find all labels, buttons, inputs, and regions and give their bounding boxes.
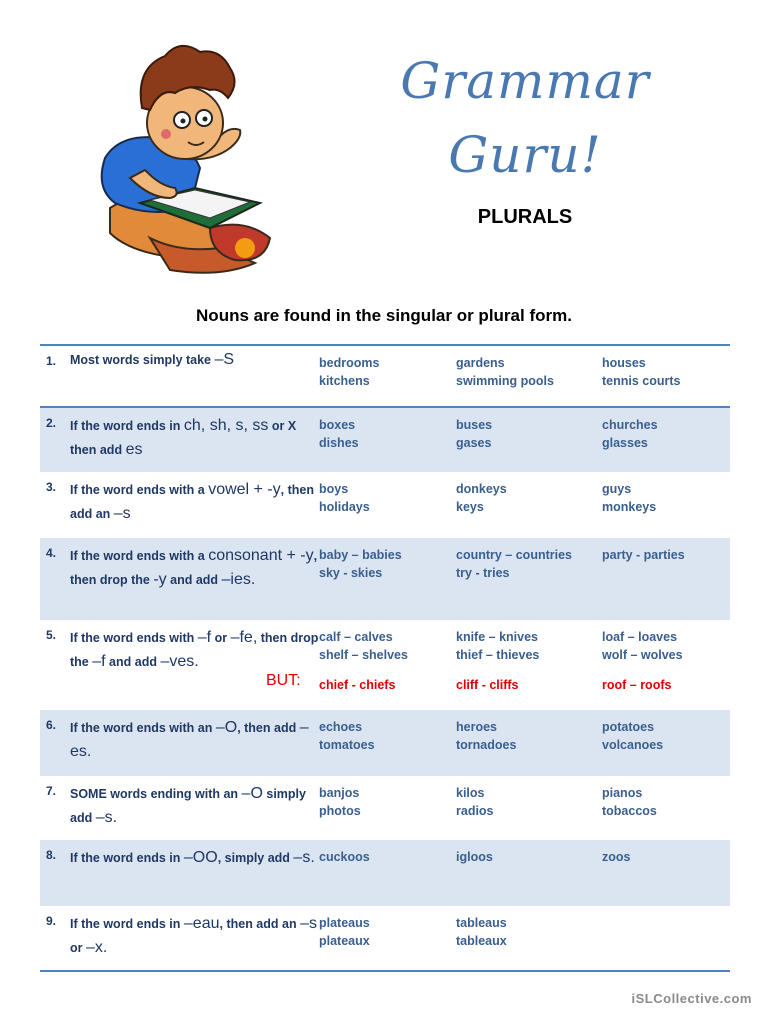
example-col-2: tableaus tableaux bbox=[456, 916, 507, 948]
row-number: 5. bbox=[46, 628, 57, 642]
rule-text: If the word ends with –f or –fe, then drop the –f and add –ves. bbox=[70, 629, 319, 670]
table-row bbox=[40, 472, 730, 538]
table-row bbox=[40, 620, 730, 710]
boy-reading-illustration bbox=[70, 38, 292, 276]
example-col-1: banjos photos bbox=[319, 786, 361, 818]
example-col-1: baby – babies sky - skies bbox=[319, 548, 402, 580]
subtitle: PLURALS bbox=[477, 206, 573, 228]
title-line-2: Guru! bbox=[448, 126, 602, 184]
intro-sentence: Nouns are found in the singular or plural form. bbox=[196, 306, 572, 325]
example-col-1: boys holidays bbox=[319, 482, 370, 514]
row-number: 6. bbox=[46, 718, 57, 732]
rule-text: If the word ends in –OO, simply add –s. bbox=[70, 849, 315, 866]
row-number: 4. bbox=[46, 546, 57, 560]
example-col-2: heroes tornadoes bbox=[456, 720, 517, 752]
example-col-3: zoos bbox=[602, 850, 631, 864]
example-col-3: houses tennis courts bbox=[602, 356, 681, 388]
plurals-table bbox=[40, 344, 730, 972]
table-row bbox=[40, 408, 730, 472]
rule-text: Most words simply take –S bbox=[70, 351, 235, 368]
table-row bbox=[40, 538, 730, 620]
row-number: 1. bbox=[46, 354, 57, 368]
row-number: 7. bbox=[46, 784, 57, 798]
rule-text: If the word ends in ch, sh, s, ss or X then add es bbox=[70, 417, 297, 458]
exception-3: roof – roofs bbox=[602, 678, 672, 692]
example-col-1: calf – calves shelf – shelves bbox=[319, 630, 408, 662]
example-col-1: cuckoos bbox=[319, 850, 370, 864]
example-col-2: gardens swimming pools bbox=[456, 356, 554, 388]
rule-text: If the word ends in –eau, then add an –s or –x. bbox=[70, 915, 317, 956]
example-col-3: guys monkeys bbox=[602, 482, 657, 514]
rule-text: SOME words ending with an –O simply add –s. bbox=[70, 785, 306, 826]
table-row bbox=[40, 906, 730, 968]
example-col-3: party - parties bbox=[602, 548, 685, 562]
table-row bbox=[40, 840, 730, 906]
rule-text: If the word ends with a consonant + -y, then drop the -y and add –ies. bbox=[70, 547, 318, 588]
table-row bbox=[40, 710, 730, 776]
example-col-1: boxes dishes bbox=[319, 418, 359, 450]
example-col-3: churches glasses bbox=[602, 418, 658, 450]
example-col-2: country – countries try - tries bbox=[456, 548, 572, 580]
row-number: 8. bbox=[46, 848, 57, 862]
example-col-3: loaf – loaves wolf – wolves bbox=[602, 630, 683, 662]
example-col-3: pianos tobaccos bbox=[602, 786, 657, 818]
example-col-3: potatoes volcanoes bbox=[602, 720, 664, 752]
example-col-2: kilos radios bbox=[456, 786, 494, 818]
example-col-1: echoes tomatoes bbox=[319, 720, 375, 752]
row-number: 2. bbox=[46, 416, 57, 430]
example-col-1: bedrooms kitchens bbox=[319, 356, 380, 388]
exception-2: cliff - cliffs bbox=[456, 678, 519, 692]
example-col-2: igloos bbox=[456, 850, 493, 864]
but-label: BUT: bbox=[266, 672, 301, 689]
example-col-2: donkeys keys bbox=[456, 482, 507, 514]
rule-text: If the word ends with an –O, then add –es. bbox=[70, 719, 309, 760]
table-row bbox=[40, 776, 730, 840]
example-col-2: buses gases bbox=[456, 418, 493, 450]
table-row bbox=[40, 346, 730, 408]
example-col-1: plateaus plateaux bbox=[319, 916, 370, 948]
row-number: 3. bbox=[46, 480, 57, 494]
exception-1: chief - chiefs bbox=[319, 678, 396, 692]
title-line-1: Grammar bbox=[400, 52, 650, 110]
rule-text: If the word ends with a vowel + -y, then add an –s bbox=[70, 481, 315, 522]
footer-watermark: iSLCollective.com bbox=[631, 991, 752, 1006]
example-col-2: knife – knives thief – thieves bbox=[456, 630, 540, 662]
row-number: 9. bbox=[46, 914, 57, 928]
